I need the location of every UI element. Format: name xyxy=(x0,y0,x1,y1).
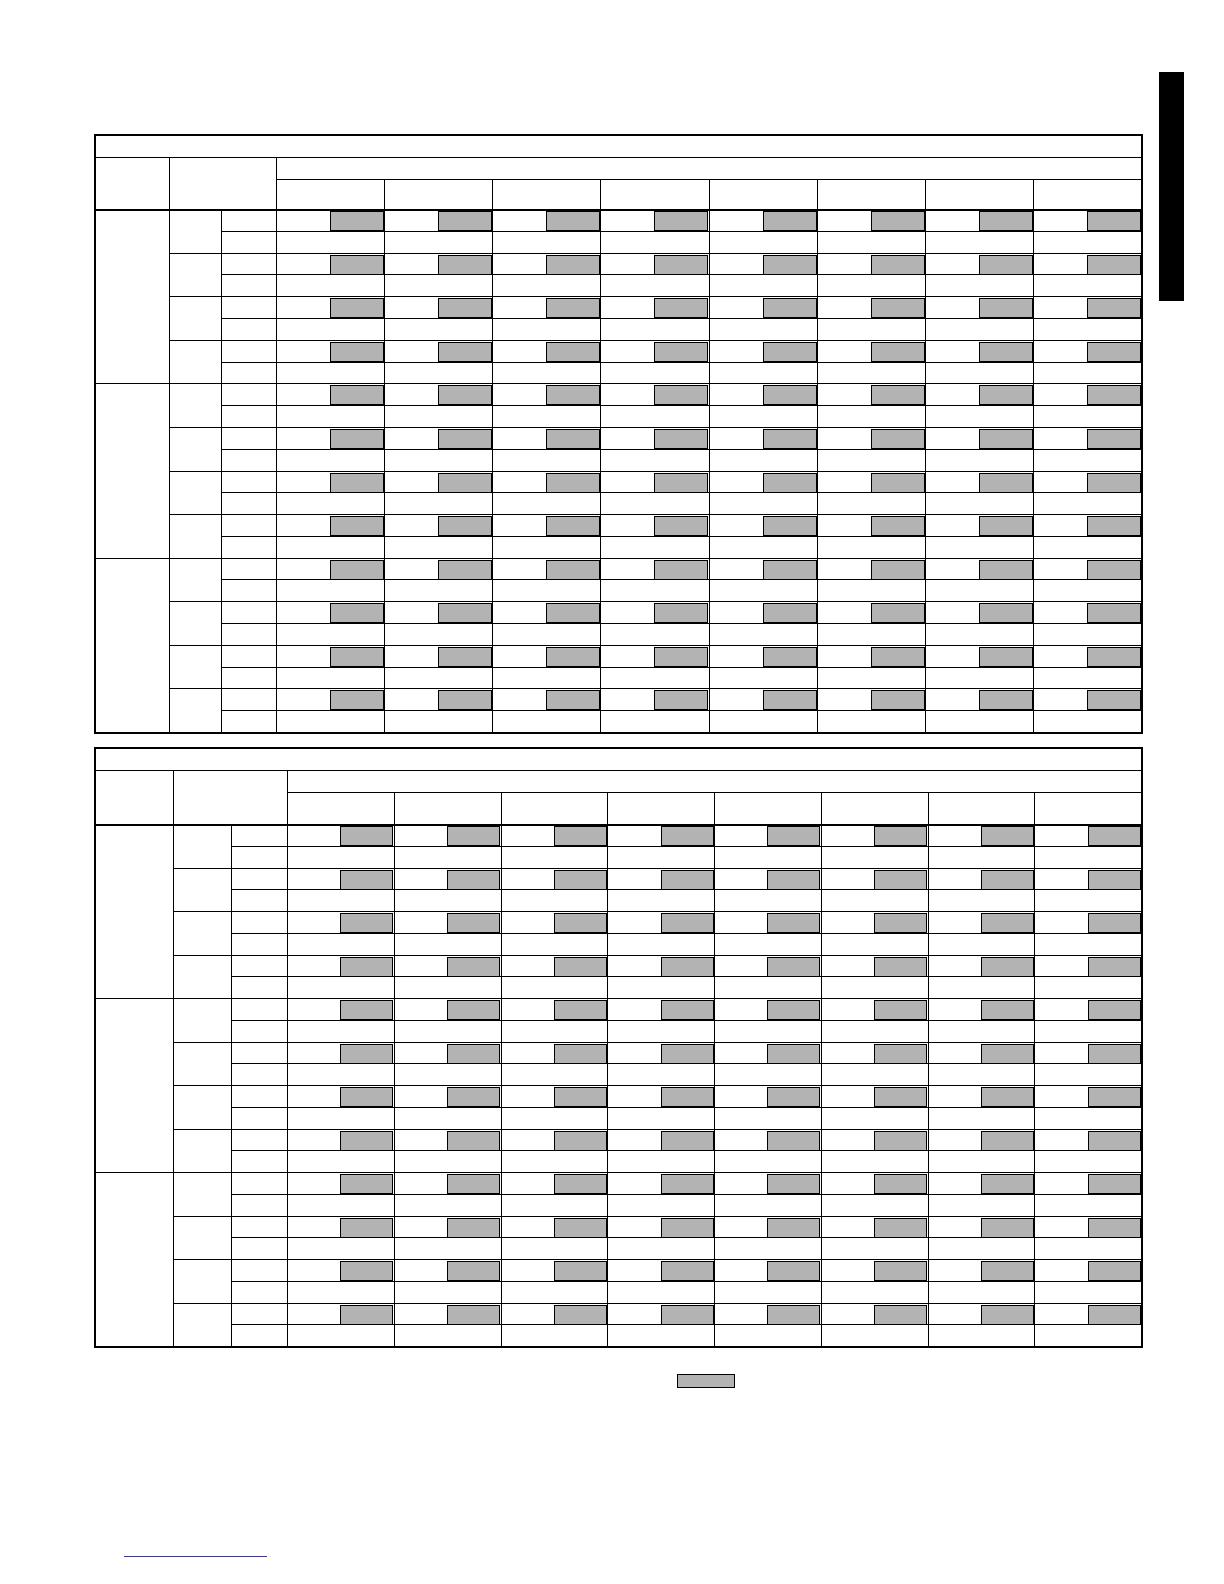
shaded-value-cell xyxy=(340,913,393,933)
sub-row-rule xyxy=(169,601,1141,602)
shaded-value-cell xyxy=(1087,211,1141,231)
shaded-value-cell xyxy=(661,826,714,846)
shaded-value-cell xyxy=(554,1174,607,1194)
shaded-value-cell xyxy=(1088,1174,1141,1194)
shaded-value-cell xyxy=(330,342,384,362)
shaded-value-cell xyxy=(1088,1087,1141,1107)
group-rule xyxy=(96,998,1141,999)
shaded-value-cell xyxy=(447,1305,500,1325)
sub-row-rule xyxy=(169,253,1141,254)
shaded-value-cell xyxy=(447,1044,500,1064)
sub-row-rule xyxy=(173,911,1141,912)
shaded-value-cell xyxy=(661,1044,714,1064)
shaded-value-cell xyxy=(340,1044,393,1064)
shaded-value-cell xyxy=(340,1218,393,1238)
shaded-value-cell xyxy=(438,298,492,318)
sub-row-rule xyxy=(173,1085,1141,1086)
shaded-value-cell xyxy=(871,255,925,275)
shaded-value-cell xyxy=(767,826,820,846)
shaded-value-cell xyxy=(554,1218,607,1238)
value-col-divider xyxy=(925,209,926,732)
shaded-value-cell xyxy=(661,870,714,890)
sub-label-col-rule xyxy=(231,824,232,1346)
shaded-value-cell xyxy=(546,429,600,449)
shaded-value-cell xyxy=(330,473,384,493)
shaded-value-cell xyxy=(654,429,708,449)
data-table-lower xyxy=(94,747,1143,1348)
shaded-value-cell xyxy=(438,473,492,493)
shaded-value-cell xyxy=(871,516,925,536)
shaded-value-cell xyxy=(330,516,384,536)
shaded-value-cell xyxy=(654,385,708,405)
title-rule xyxy=(96,157,1141,158)
half-row-rule xyxy=(221,667,1141,668)
shaded-value-cell xyxy=(554,1087,607,1107)
shaded-value-cell xyxy=(981,1261,1034,1281)
shaded-value-cell xyxy=(1088,913,1141,933)
shaded-value-cell xyxy=(767,1218,820,1238)
sub-row-rule xyxy=(169,296,1141,297)
value-col-divider xyxy=(709,209,710,732)
sub-row-rule xyxy=(169,514,1141,515)
shaded-value-cell xyxy=(874,1218,927,1238)
shaded-value-cell xyxy=(874,913,927,933)
shaded-value-cell xyxy=(874,1087,927,1107)
value-col-header-divider xyxy=(821,792,822,824)
shaded-value-cell xyxy=(654,603,708,623)
shaded-value-cell xyxy=(763,647,817,667)
shaded-value-cell xyxy=(981,1131,1034,1151)
shaded-value-cell xyxy=(979,211,1033,231)
half-row-rule xyxy=(221,362,1141,363)
shaded-value-cell xyxy=(1087,429,1141,449)
value-col-header-divider xyxy=(1034,792,1035,824)
shaded-value-cell xyxy=(767,1044,820,1064)
shaded-value-cell xyxy=(871,647,925,667)
shaded-value-cell xyxy=(661,1174,714,1194)
shaded-value-cell xyxy=(661,1305,714,1325)
half-row-rule xyxy=(221,405,1141,406)
shaded-value-cell xyxy=(981,1305,1034,1325)
shaded-value-cell xyxy=(981,957,1034,977)
shaded-value-cell xyxy=(871,429,925,449)
shaded-value-cell xyxy=(767,1174,820,1194)
shaded-value-cell xyxy=(340,1261,393,1281)
value-col-header-divider xyxy=(394,792,395,824)
group-label-col-rule xyxy=(173,824,174,1346)
shaded-value-cell xyxy=(330,385,384,405)
half-row-rule xyxy=(231,933,1141,934)
shaded-value-cell xyxy=(767,1000,820,1020)
shaded-value-cell xyxy=(546,298,600,318)
shaded-value-cell xyxy=(767,1261,820,1281)
shaded-value-cell xyxy=(438,690,492,710)
value-col-header-divider xyxy=(600,179,601,209)
shaded-value-cell xyxy=(447,1218,500,1238)
shaded-value-cell xyxy=(340,870,393,890)
shaded-value-cell xyxy=(767,913,820,933)
shaded-value-cell xyxy=(874,1000,927,1020)
shaded-value-cell xyxy=(874,1131,927,1151)
shaded-value-cell xyxy=(871,342,925,362)
shaded-value-cell xyxy=(438,516,492,536)
shaded-value-cell xyxy=(981,1174,1034,1194)
shaded-value-cell xyxy=(763,385,817,405)
shaded-value-cell xyxy=(1087,690,1141,710)
sub-row-rule xyxy=(173,1042,1141,1043)
group-rule xyxy=(96,558,1141,559)
shaded-value-cell xyxy=(340,1000,393,1020)
value-col-divider xyxy=(817,209,818,732)
shaded-value-cell xyxy=(763,211,817,231)
shaded-value-cell xyxy=(874,870,927,890)
shaded-value-cell xyxy=(979,473,1033,493)
header-col-rule xyxy=(276,157,277,209)
header-col-rule xyxy=(287,770,288,824)
shaded-value-cell xyxy=(767,870,820,890)
shaded-value-cell xyxy=(1088,957,1141,977)
shaded-value-cell xyxy=(763,516,817,536)
shaded-value-cell xyxy=(1087,385,1141,405)
shaded-value-cell xyxy=(654,342,708,362)
value-col-divider xyxy=(600,209,601,732)
shaded-value-cell xyxy=(1088,1044,1141,1064)
shaded-value-cell xyxy=(546,255,600,275)
shaded-value-cell xyxy=(1088,1000,1141,1020)
shaded-value-cell xyxy=(661,1131,714,1151)
shaded-value-cell xyxy=(554,1261,607,1281)
shaded-value-cell xyxy=(981,1218,1034,1238)
shaded-value-cell xyxy=(438,342,492,362)
shaded-value-cell xyxy=(340,1174,393,1194)
shaded-value-cell xyxy=(1088,1218,1141,1238)
shaded-value-cell xyxy=(979,603,1033,623)
shaded-value-cell xyxy=(1088,870,1141,890)
value-col-divider xyxy=(384,209,385,732)
section-tab-marker xyxy=(1159,72,1184,301)
shaded-value-cell xyxy=(554,1044,607,1064)
shaded-value-cell xyxy=(661,1261,714,1281)
shaded-value-cell xyxy=(1087,647,1141,667)
shaded-value-cell xyxy=(330,211,384,231)
shaded-value-cell xyxy=(654,690,708,710)
shaded-value-cell xyxy=(1088,1305,1141,1325)
shaded-value-cell xyxy=(654,473,708,493)
half-row-rule xyxy=(221,318,1141,319)
shaded-value-cell xyxy=(979,342,1033,362)
shaded-value-cell xyxy=(981,913,1034,933)
shaded-value-cell xyxy=(654,560,708,580)
value-start-col-rule xyxy=(276,209,277,732)
sub-row-rule xyxy=(173,1129,1141,1130)
group-rule xyxy=(96,383,1141,384)
sub-label-col-rule xyxy=(221,209,222,732)
value-col-header-divider xyxy=(1033,179,1034,209)
shaded-value-cell xyxy=(447,1131,500,1151)
title-rule xyxy=(96,770,1141,771)
shaded-value-cell xyxy=(546,473,600,493)
shaded-value-cell xyxy=(1088,1131,1141,1151)
shaded-value-cell xyxy=(340,826,393,846)
shaded-value-cell xyxy=(979,429,1033,449)
value-col-divider xyxy=(1034,824,1035,1346)
shaded-value-cell xyxy=(1088,826,1141,846)
value-col-header-divider xyxy=(501,792,502,824)
shaded-value-cell xyxy=(330,560,384,580)
shaded-value-cell xyxy=(871,560,925,580)
shaded-value-cell xyxy=(546,342,600,362)
shaded-value-cell xyxy=(340,957,393,977)
shaded-value-cell xyxy=(438,211,492,231)
footer-link-underline[interactable] xyxy=(124,1556,267,1557)
shaded-value-cell xyxy=(554,913,607,933)
half-row-rule xyxy=(231,1107,1141,1108)
header-col-rule xyxy=(169,157,170,209)
shaded-value-cell xyxy=(654,298,708,318)
shaded-value-cell xyxy=(1087,473,1141,493)
shaded-value-cell xyxy=(981,1000,1034,1020)
shaded-value-cell xyxy=(763,690,817,710)
shaded-value-cell xyxy=(767,1087,820,1107)
sub-row-rule xyxy=(173,1216,1141,1217)
shaded-value-cell xyxy=(447,1261,500,1281)
shaded-value-cell xyxy=(438,255,492,275)
shaded-value-cell xyxy=(438,647,492,667)
value-col-divider xyxy=(501,824,502,1346)
shaded-value-cell xyxy=(330,647,384,667)
shaded-value-cell xyxy=(554,1000,607,1020)
shaded-value-cell xyxy=(874,957,927,977)
shaded-value-cell xyxy=(340,1087,393,1107)
shaded-value-cell xyxy=(871,603,925,623)
value-col-header-divider xyxy=(928,792,929,824)
shaded-value-cell xyxy=(554,1131,607,1151)
shaded-value-cell xyxy=(661,1000,714,1020)
shaded-value-cell xyxy=(546,385,600,405)
sub-row-rule xyxy=(173,1259,1141,1260)
shaded-value-cell xyxy=(874,1174,927,1194)
sub-row-rule xyxy=(169,471,1141,472)
shaded-value-cell xyxy=(661,1087,714,1107)
half-row-rule xyxy=(231,1194,1141,1195)
shaded-value-cell xyxy=(979,255,1033,275)
value-col-header-divider xyxy=(817,179,818,209)
shaded-value-cell xyxy=(654,647,708,667)
value-col-divider xyxy=(492,209,493,732)
shaded-value-cell xyxy=(661,1218,714,1238)
value-col-divider xyxy=(1033,209,1034,732)
sub-row-rule xyxy=(169,340,1141,341)
shaded-value-cell xyxy=(661,913,714,933)
half-row-rule xyxy=(221,449,1141,450)
value-col-header-divider xyxy=(925,179,926,209)
shaded-value-cell xyxy=(447,1000,500,1020)
shaded-value-cell xyxy=(767,957,820,977)
shaded-value-cell xyxy=(767,1305,820,1325)
shaded-value-cell xyxy=(546,516,600,536)
shaded-value-cell xyxy=(874,1305,927,1325)
shaded-value-cell xyxy=(763,298,817,318)
value-col-header-divider xyxy=(607,792,608,824)
shaded-value-cell xyxy=(874,826,927,846)
shaded-value-cell xyxy=(979,560,1033,580)
shaded-value-cell xyxy=(871,690,925,710)
shaded-value-cell xyxy=(763,429,817,449)
shaded-value-cell xyxy=(1087,255,1141,275)
shaded-value-cell xyxy=(979,516,1033,536)
shaded-value-cell xyxy=(981,1087,1034,1107)
shaded-value-cell xyxy=(979,690,1033,710)
value-col-divider xyxy=(928,824,929,1346)
shaded-value-cell xyxy=(447,957,500,977)
shaded-value-cell xyxy=(330,690,384,710)
value-col-divider xyxy=(821,824,822,1346)
half-row-rule xyxy=(221,231,1141,232)
header-col-rule xyxy=(173,770,174,824)
shaded-value-cell xyxy=(871,298,925,318)
shaded-value-cell xyxy=(763,473,817,493)
shaded-value-cell xyxy=(438,560,492,580)
half-row-rule xyxy=(221,623,1141,624)
shaded-value-cell xyxy=(981,870,1034,890)
shaded-value-cell xyxy=(979,385,1033,405)
half-row-rule xyxy=(231,1281,1141,1282)
shaded-value-cell xyxy=(979,647,1033,667)
shaded-value-cell xyxy=(871,211,925,231)
shaded-value-cell xyxy=(447,1087,500,1107)
shaded-value-cell xyxy=(763,255,817,275)
half-row-rule xyxy=(231,1020,1141,1021)
shaded-value-cell xyxy=(447,913,500,933)
shaded-value-cell xyxy=(1087,560,1141,580)
value-col-header-divider xyxy=(714,792,715,824)
value-col-divider xyxy=(714,824,715,1346)
shaded-value-cell xyxy=(661,957,714,977)
shaded-value-cell xyxy=(1087,342,1141,362)
shaded-value-cell xyxy=(1087,603,1141,623)
shaded-value-cell xyxy=(763,560,817,580)
sub-row-rule xyxy=(173,868,1141,869)
shaded-value-cell xyxy=(546,603,600,623)
shaded-value-cell xyxy=(874,1261,927,1281)
legend-shaded-swatch xyxy=(677,1374,735,1388)
shaded-value-cell xyxy=(546,647,600,667)
shaded-value-cell xyxy=(438,429,492,449)
shaded-value-cell xyxy=(447,870,500,890)
sub-row-rule xyxy=(169,645,1141,646)
shaded-value-cell xyxy=(1087,298,1141,318)
shaded-value-cell xyxy=(871,385,925,405)
shaded-value-cell xyxy=(330,429,384,449)
shaded-value-cell xyxy=(981,826,1034,846)
half-row-rule xyxy=(221,536,1141,537)
shaded-value-cell xyxy=(767,1131,820,1151)
sub-row-rule xyxy=(173,1303,1141,1304)
value-start-col-rule xyxy=(287,824,288,1346)
shaded-value-cell xyxy=(330,603,384,623)
shaded-value-cell xyxy=(763,603,817,623)
shaded-value-cell xyxy=(330,298,384,318)
group-rule xyxy=(96,1172,1141,1173)
shaded-value-cell xyxy=(546,211,600,231)
shaded-value-cell xyxy=(438,385,492,405)
sub-row-rule xyxy=(173,955,1141,956)
value-col-divider xyxy=(607,824,608,1346)
shaded-value-cell xyxy=(763,342,817,362)
shaded-value-cell xyxy=(1087,516,1141,536)
shaded-value-cell xyxy=(654,211,708,231)
data-table-upper xyxy=(94,134,1143,734)
shaded-value-cell xyxy=(979,298,1033,318)
sub-row-rule xyxy=(169,688,1141,689)
shaded-value-cell xyxy=(438,603,492,623)
shaded-value-cell xyxy=(1088,1261,1141,1281)
shaded-value-cell xyxy=(546,690,600,710)
shaded-value-cell xyxy=(447,1174,500,1194)
shaded-value-cell xyxy=(447,826,500,846)
half-row-rule xyxy=(221,710,1141,711)
shaded-value-cell xyxy=(874,1044,927,1064)
sub-row-rule xyxy=(169,427,1141,428)
value-col-divider xyxy=(394,824,395,1346)
shaded-value-cell xyxy=(654,516,708,536)
shaded-value-cell xyxy=(554,826,607,846)
shaded-value-cell xyxy=(554,957,607,977)
shaded-value-cell xyxy=(340,1305,393,1325)
half-row-rule xyxy=(231,846,1141,847)
shaded-value-cell xyxy=(330,255,384,275)
shaded-value-cell xyxy=(871,473,925,493)
value-col-header-divider xyxy=(492,179,493,209)
value-col-header-divider xyxy=(384,179,385,209)
group-label-col-rule xyxy=(169,209,170,732)
shaded-value-cell xyxy=(654,255,708,275)
shaded-value-cell xyxy=(554,870,607,890)
shaded-value-cell xyxy=(340,1131,393,1151)
shaded-value-cell xyxy=(554,1305,607,1325)
shaded-value-cell xyxy=(981,1044,1034,1064)
shaded-value-cell xyxy=(546,560,600,580)
value-col-header-divider xyxy=(709,179,710,209)
